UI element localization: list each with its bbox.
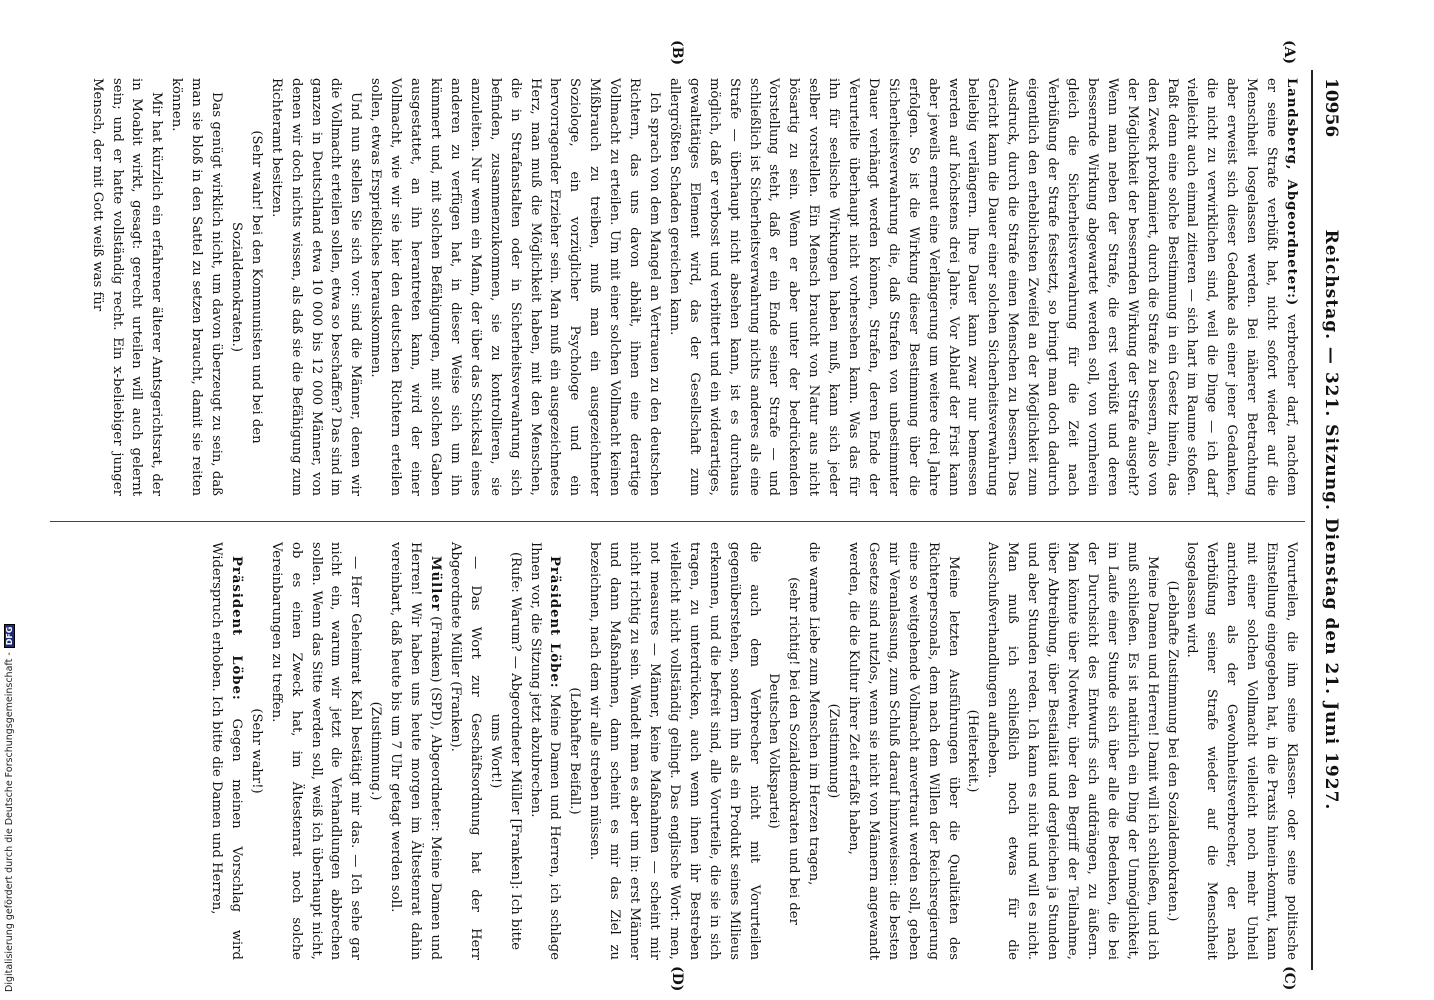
paragraph: — Herr Geheimrat Kahl bestätigt mir das. — Ich sehe gar nicht ein, warum wir jetzt die Verhandlungen abbrechen sollen. Wenn das Sitte werden soll, weiß ich überhaupt nicht, ob es einen Zweck hat, im Ältestenrat noch solche Vereinbarungen zu treffen. (268, 542, 364, 960)
paragraph: Das genügt wirklich nicht, um davon überzeugt zu sein, daß man sie bloß in den Sattel zu setzen braucht, damit sie reiten können. (169, 78, 225, 496)
margin-mark-a: (A) (1281, 40, 1297, 65)
interjection: (Rufe: Warum? — Abgeordneter Müller [Franken]: Ich bitte ums Wort!) (487, 552, 523, 950)
paragraph (206, 542, 246, 960)
speaker-name: Präsident Löbe: (228, 556, 244, 701)
interjection: (Lebhafter Beifall.) (567, 687, 583, 815)
paragraph (664, 78, 1301, 496)
paragraph (525, 542, 565, 960)
paragraph: Meine letzten Ausführungen über die Qualitäten des Richterpersonals, dem nach dem Willen der Reichsregierung eine so weitgehende Vollmacht anvertraut werden soll, geben mir Veranlassung, zum Schluß darauf hinzuweisen: die besten Gesetze sind nutzlos, wenn sie nicht von Männern angewandt werden, die die Kultur ihrer Zeit erfaßt haben, (846, 542, 961, 960)
margin-mark-b: (B) (669, 40, 685, 66)
paragraph: Vorurteilen, die ihm seine Klassen- oder seine politische Einstellung eingegeben hat, in die Praxis hinein-kommt, kann mit einer solchen Vollmacht vielleicht noch mehr Unheil anrichten als der Gewohnheitsverbrecher, der nach Verbüßung seiner Strafe wieder auf die Menschheit losgelassen wird. (1184, 542, 1299, 960)
dfg-logo-icon: DFG (4, 624, 15, 649)
speaker-name: Müller (428, 556, 444, 612)
paragraph: Mir hat kürzlich ein erfahrener älterer Amtsgerichtsrat, der in Moabit wirkt, gesagt: gerecht urteilen will auch gelernt sein; und er hatte vollständig recht. Ein x-beliebiger junger Mensch, der mit Gott weiß was für (89, 78, 165, 496)
paragraph: die auch dem Verbrecher nicht mit Vorurteilen gegenüberstehen, sondern ihn als ein Produkt seines Milieus erkennen, und die befreit sind, alle Vorurteile, die sie in sich tragen, zu unterdrücken, auch wenn ihnen ihr Bestreben vielleicht nicht vollständig gelingt. Das englische Wort: men, not measures — Männer, keine Maßnahmen — scheint mir nicht richtig zu sein. Wandelt man es aber um in: erst Männer und dann Maßnahmen, dann scheint es mir das Ziel zu bezeichnen, nach dem wir alle streben müssen. (587, 542, 762, 960)
paragraph: die warme Liebe zum Menschen im Herzen tragen, (806, 542, 822, 886)
paragraph: Meine Damen und Herren! Damit will ich schließen, und ich muß schließen. Es ist natürlich ein Ding der Unmöglichkeit, im Laufe einer Stunde sich über alle die Bedenken, die bei der Durchsicht des Entwurfs sich aufdrängen, zu äußern. Man könnte über Notwehr, über den Begriff der Teilnahme, über Abtreibung, über Bestialität und dergleichen ja Stunden und aber Stunden reden. Ich kann es nicht und will es nicht. Man muß ich schließlich noch etwas für die Ausschußverhandlungen aufheben. (985, 542, 1160, 960)
interjection: (sehr richtig! bei den Sozialdemokraten und bei der Deutschen Volkspartei) (766, 577, 802, 925)
right-column (206, 542, 1301, 960)
paragraph-text: verbrecher darf, nachdem er seine Strafe verbüßt hat, nicht sofort wieder auf die Menschheit losgelassen werden. Bei näherer Betrachtung aber erweist sich dieser Gedanke als einer jener Gedanken, die nicht zu verwirklichen sind, weil die Dinge — ich darf vielleicht auch einmal zitieren — sich hart im Raume stoßen. Paßt denn eine solche Bestimmung in ein Gesetz hinein, das den Zweck proklamiert, durch die Strafe zu bessern, also von der Möglichkeit der bessernden Wirkung der Strafe ausgeht? Wenn man neben der Strafe, die erst verbüßt und deren bessernde Wirkung abgewartet werden soll, von vornherein gleich die Sicherheitsverwahrung für die Zeit nach Verbüßung der Strafe festsetzt, so bringt man doch dadurch eigentlich den erheblichsten Zweifel an der Möglichkeit zum Ausdruck, durch die Strafe einen Menschen zu bessern. Das Gericht kann die Dauer einer solchen Sicherheitsverwahrung beliebig verlängern. Ihre Dauer kann zwar nur bemessen werden auf höchstens drei Jahre. Vor Ablauf der Frist kann aber jeweils erneut eine Verlängerung um weitere drei Jahre erfolgen. So ist die Wirkung dieser Bestimmung über die Sicherheitsverwahrung die, daß Strafen von unbestimmter Dauer verhängt werden können, Strafen, deren Ende der Verurteilte überhaupt nicht vorhersehen kann. Was das für ihn für seelische Wirkungen haben muß, kann sich jeder selber vorstellen. Ein Mensch braucht von Natur aus nicht bösartig zu sein. Wenn er aber unter der bedrückenden Vorstellung steht, daß er ein Ende seiner Strafe — und schließlich ist Sicherheitsverwahrung nichts anderes als eine Strafe — überhaupt nicht absehen kann, ist es durchaus möglich, daß er verbosst und verbittert und ein widerartiges, gewalttätiges Element wird, das der Gesellschaft zum allergrößten Schaden gereichen kann. (666, 78, 1299, 496)
interjection: (Zustimmung.) (368, 701, 384, 801)
paragraph: Ich sprach von dem Mangel an Vertrauen zu den deutschen Richtern, das uns davon abhält, ihnen eine derartige Vollmacht zu erteilen. Um mit einer solchen Vollmacht keinen Mißbrauch zu treiben, muß man ein ausgezeichneter Soziologe, ein vorzüglicher Psychologe und ein hervorragender Erzieher sein. Man muß ein ausgezeichnetes Herz, man muß die Möglichkeit haben, mit den Menschen, die in Strafanstalten oder in Sicherheitsverwahrung sich befinden, zusammenzukommen, sie zu kontrollieren, sie anzuleiten. Nur wenn ein Mann, der über das Schicksal eines anderen zu verfügen hat, in dieser Weise sich um ihn kümmert und, mit solchen Befähigungen, mit solchen Gaben ausgestattet, an ihn herantreten kann, wird der einer Vollmacht, wie wir sie hier den deutschen Richtern erteilen sollen, etwas Ersprießliches herauskommen. (368, 78, 662, 496)
page-header (1311, 70, 1345, 970)
paragraph: Und nun stellen Sie sich vor: sind die Männer, denen wir die Vollmacht erteilen sollen, etwa so beschaffen? Das sind im ganzen in Deutschland etwa 10 000 bis 12 000 Männer, von denen wir doch nichts wissen, als daß sie die Befähigung zum Richteramt besitzen. (268, 78, 364, 496)
paragraph-text: (Franken) (SPD), Abgeordneter: Meine Damen und Herren! Wir haben uns heute morgen im Ältestenrat dahin vereinbart, daß heute bis um 7 Uhr getagt werden soll. (388, 542, 444, 960)
margin-mark-d: (D) (669, 966, 685, 992)
interjection: (Zustimmung) (826, 703, 842, 799)
digitization-footer (2, 600, 16, 992)
paragraph-text: Gegen meinen Vorschlag wird Widerspruch erhoben. Ich bitte die Damen und Herren, (209, 542, 244, 961)
interjection: (Heiterkeit.) (965, 709, 981, 793)
interjection: (Sehr wahr! bei den Kommunisten und bei den Sozialdemokraten.) (228, 130, 264, 444)
page-number: 10956 (1321, 78, 1341, 138)
left-column (87, 78, 1301, 496)
footer-text: Digitalisierung gefördert durch die Deutsche Forschungsgemeinschaft - (3, 652, 15, 992)
interjection: (Lebhafte Zustimmung bei den Sozialdemokraten.) (1164, 580, 1180, 922)
paragraph-text: Meine Damen und Herren, ich schlage Ihnen vor, die Sitzung jetzt abzubrechen. (527, 542, 563, 960)
paragraph: — Das Wort zur Geschäftsordnung hat der Herr Abgeordnete Müller (Franken). (447, 542, 483, 960)
interjection: (Sehr wahr!) (248, 708, 264, 794)
speaker-name: Präsident Löbe: (547, 556, 563, 689)
rotated-page (45, 40, 1345, 992)
margin-mark-c: (C) (1281, 966, 1297, 991)
speaker-name: Landsberg, Abgeordneter:) (1284, 78, 1299, 307)
paragraph (385, 542, 445, 960)
column-divider (50, 521, 1305, 522)
page-title: Reichstag. — 321. Sitzung. Dienstag den 21. Juni 1927. (1321, 229, 1341, 811)
